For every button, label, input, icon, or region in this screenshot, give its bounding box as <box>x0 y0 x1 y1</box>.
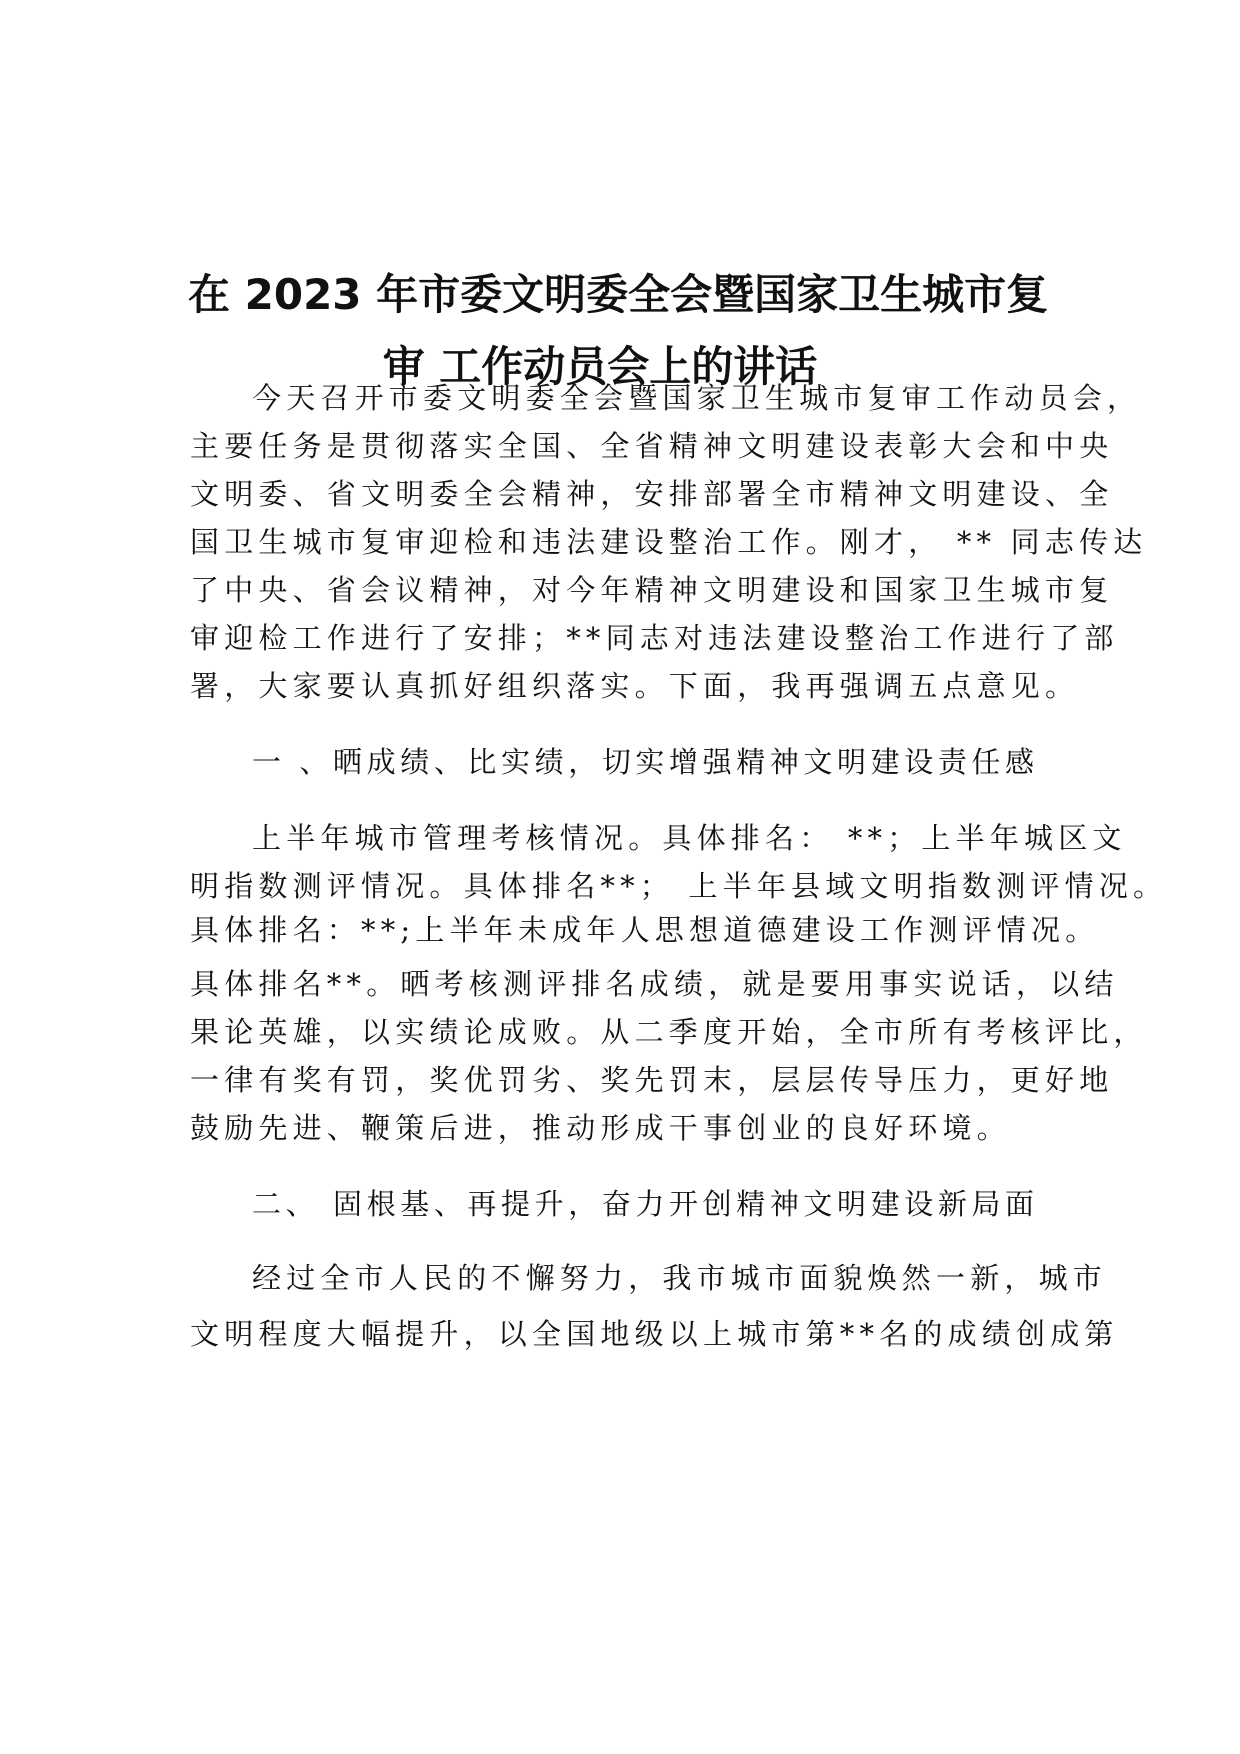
paragraph-line: 今天召开市委文明委全会暨国家卫生城市复审工作动员会， <box>252 381 1142 415</box>
section-heading-2: 二、 固根基、再提升，奋力开创精神文明建设新局面 <box>252 1187 1039 1221</box>
document-title-line-2: 审 工作动员会上的讲话 <box>382 342 818 391</box>
paragraph-line: 国卫生城市复审迎检和违法建设整治工作。刚才， ** 同志传达 <box>190 525 1148 559</box>
paragraph-line: 具体排名**。晒考核测评排名成绩，就是要用事实说话，以结 <box>190 967 1119 1001</box>
paragraph-line: 文明程度大幅提升，以全国地级以上城市第**名的成绩创成第 <box>190 1317 1119 1351</box>
paragraph-line: 主要任务是贯彻落实全国、全省精神文明建设表彰大会和中央 <box>190 429 1114 463</box>
paragraph-line: 署，大家要认真抓好组织落实。下面，我再强调五点意见。 <box>190 669 1080 703</box>
section-heading-1: 一 、晒成绩、比实绩，切实增强精神文明建设责任感 <box>252 745 1039 779</box>
paragraph-line: 具体排名：**;上半年未成年人思想道德建设工作测评情况。 <box>190 913 1100 947</box>
document-title-line-1: 在 2023 年市委文明委全会暨国家卫生城市复 <box>188 270 1049 319</box>
paragraph-line: 上半年城市管理考核情况。具体排名： **；上半年城区文 <box>252 821 1127 855</box>
paragraph-line: 文明委、省文明委全会精神，安排部署全市精神文明建设、全 <box>190 477 1114 511</box>
paragraph-line: 鼓励先进、鞭策后进，推动形成干事创业的良好环境。 <box>190 1111 1011 1145</box>
paragraph-line: 果论英雄，以实绩论成败。从二季度开始，全市所有考核评比， <box>190 1015 1148 1049</box>
paragraph-line: 审迎检工作进行了安排；**同志对违法建设整治工作进行了部 <box>190 621 1119 655</box>
paragraph-line: 了中央、省会议精神，对今年精神文明建设和国家卫生城市复 <box>190 573 1114 607</box>
paragraph-line: 经过全市人民的不懈努力，我市城市面貌焕然一新，城市 <box>252 1261 1108 1295</box>
paragraph-line: 明指数测评情况。具体排名**； 上半年县域文明指数测评情况。 <box>190 869 1168 903</box>
paragraph-line: 一律有奖有罚，奖优罚劣、奖先罚末，层层传导压力，更好地 <box>190 1063 1114 1097</box>
